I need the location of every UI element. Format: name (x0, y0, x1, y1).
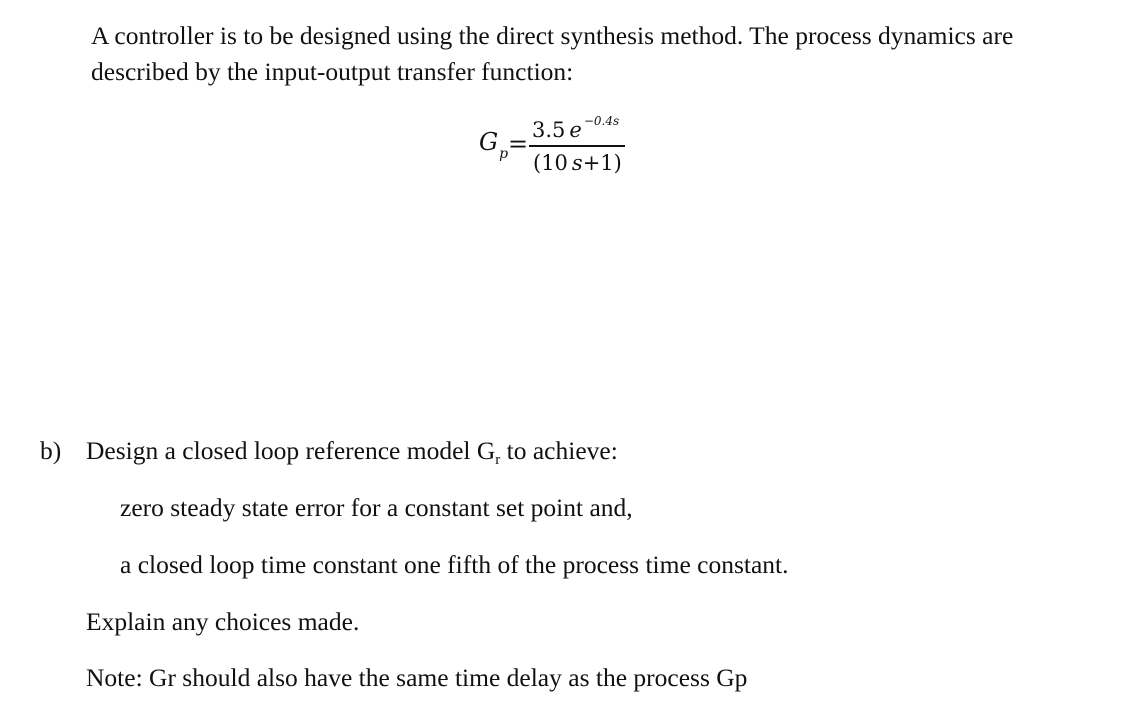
denominator-open: (10 (533, 151, 568, 175)
explain-instruction: Explain any choices made. (86, 607, 360, 636)
requirement-2: a closed loop time constant one fifth of the process time constant. (120, 550, 789, 579)
numerator-exponent: −0.4s (583, 114, 620, 128)
denominator-close: +1) (582, 151, 622, 175)
part-b-subscript: r (495, 452, 501, 468)
intro-text-line-1: A controller is to be designed using the direct synthesis method. The process dynamics are (91, 21, 1014, 50)
part-b-question (86, 433, 618, 473)
note-text: Note: Gr should also have the same time delay as the process Gp (86, 663, 748, 692)
numerator-coefficient: 3.5 (532, 118, 566, 142)
requirement-1: zero steady state error for a constant set point and, (120, 493, 633, 522)
equation-numerator (532, 114, 620, 142)
equation-lhs (479, 128, 509, 162)
part-b-text-after: to achieve: (500, 436, 618, 465)
part-b-label: b) (40, 436, 62, 465)
equation-denominator (533, 151, 622, 175)
lhs-subscript: p (499, 146, 509, 162)
equals-sign: = (508, 130, 529, 158)
denominator-var: s (571, 151, 583, 175)
fraction-bar (529, 145, 625, 147)
part-b-text-before: Design a closed loop reference model G (86, 436, 496, 465)
intro-text-line-2: described by the input-output transfer function: (91, 57, 574, 86)
numerator-base: e (569, 118, 582, 142)
lhs-symbol: G (479, 128, 499, 156)
